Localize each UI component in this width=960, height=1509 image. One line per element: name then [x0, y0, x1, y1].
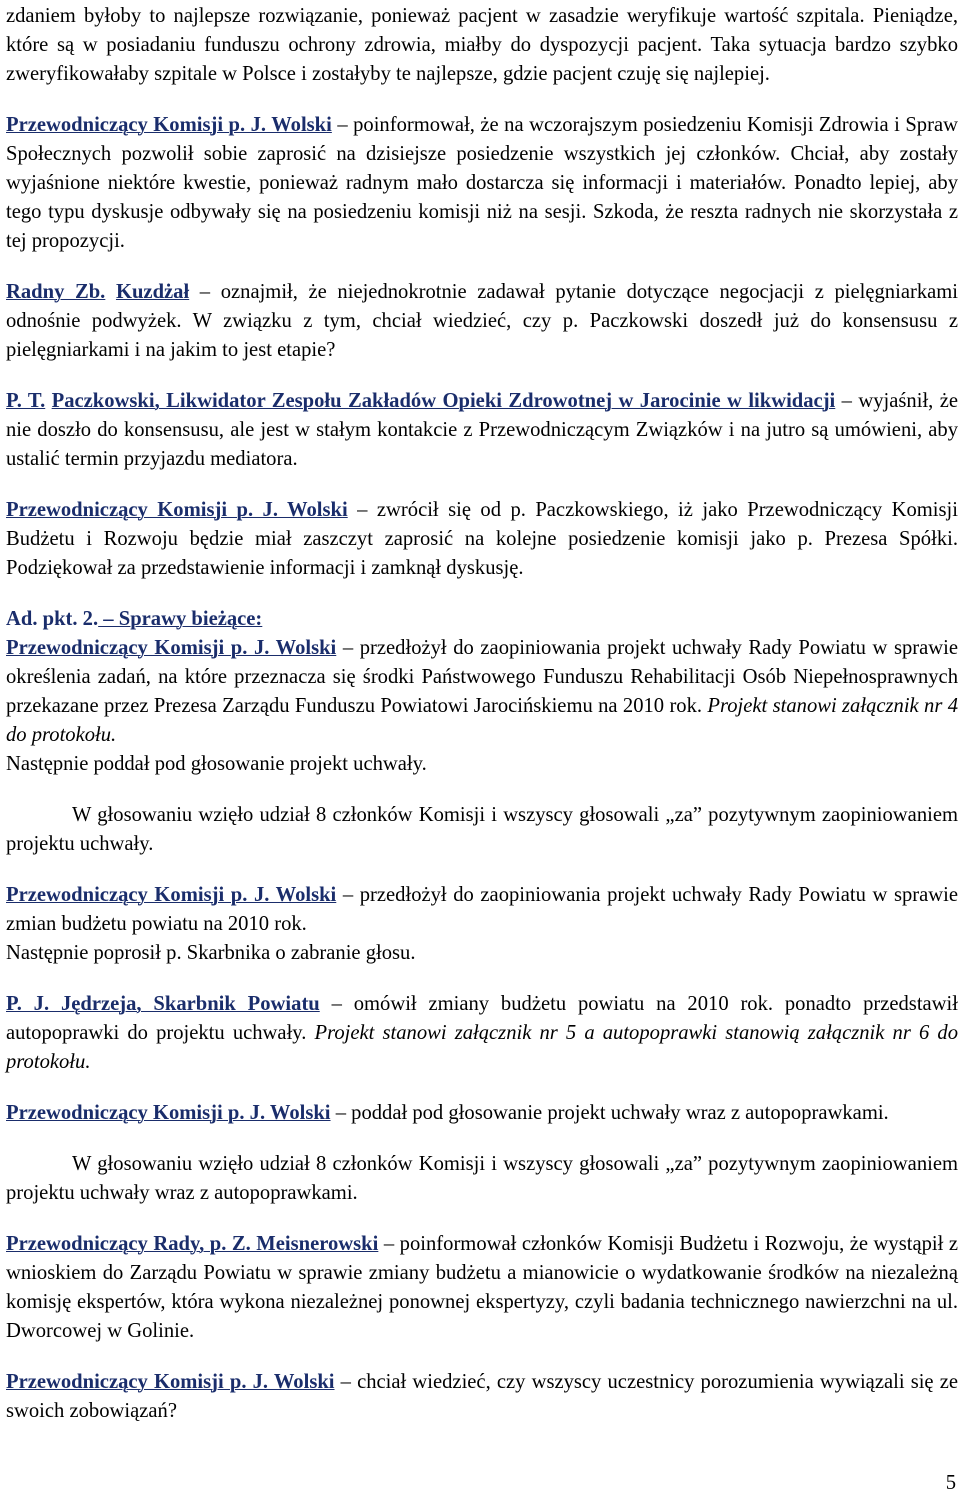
speaker-title: Paczkowski, Likwidator Zespołu Zakładów Opieki Zdrowotnej w Jarocinie w likwidacji — [51, 390, 836, 412]
attachment-note: Projekt stanowi załącznik nr 5 a autopoprawki stanowią załącznik nr 6 do protokołu. — [6, 1022, 958, 1073]
paragraph-meisnerowski — [6, 1230, 958, 1346]
paragraph-kuzdzal — [6, 278, 958, 365]
speaker-name: Przewodniczący Komisji p. J. Wolski — [6, 1102, 331, 1124]
document-page — [6, 2, 958, 1426]
paragraph-text: – przedłożył do zaopiniowania projekt uchwały Rady Powiatu w sprawie zmian budżetu powiatu na 2010 rok. — [6, 884, 958, 935]
paragraph-next: Następnie poddał pod głosowanie projekt uchwały. — [6, 753, 427, 775]
speaker-name: Przewodniczący Komisji p. J. Wolski — [6, 1371, 335, 1393]
speaker-name: Przewodniczący Komisji p. J. Wolski — [6, 637, 337, 659]
paragraph-text: – wyjaśnił, że nie doszło do konsensusu, ale jest w stałym kontakcie z Przewodniczącym Związków i na jutro są umówieni, aby ustalić termin przyjazdu mediatora. — [6, 390, 958, 470]
paragraph-wolski-1 — [6, 111, 958, 256]
paragraph-next: Następnie poprosił p. Skarbnika o zabranie głosu. — [6, 942, 416, 964]
page-number: 5 — [945, 1472, 956, 1494]
attachment-note: Projekt stanowi załącznik nr 4 do protokołu. — [6, 695, 958, 746]
paragraph-text: – poinformował, że na wczorajszym posiedzeniu Komisji Zdrowia i Spraw Społecznych pozwolił sobie zaprosić na dzisiejsze posiedzenie wszystkich jej członków. Chciał, aby zostały wyjaśnione niektóre kwestie, ponieważ radnym mało dostarcza się informacji i materiałów. Ponadto lepiej, aby tego typu dyskusje odbywały się na posiedzeniu komisji niż na sesji. Szkoda, że reszta radnych nie skorzystała z tej propozycji. — [6, 114, 958, 252]
paragraph-text: – zwrócił się od p. Paczkowskiego, iż jako Przewodniczący Komisji Budżetu i Rozwoju będzie miał zaszczyt zaprosić na kolejne posiedzenie komisji jako p. Prezesa Spółki. Podziękował za przedstawienie informacji i zamknął dyskusję. — [6, 499, 958, 579]
paragraph-wolski-3 — [6, 634, 958, 750]
speaker-name: P. T. — [6, 390, 46, 412]
paragraph-wolski-4 — [6, 881, 958, 939]
paragraph-text: – oznajmił, że niejednokrotnie zadawał pytanie dotyczące negocjacji z pielęgniarkami odnośnie podwyżek. W związku z tym, chciał wiedzieć, czy p. Paczkowski doszedł już do konsensusu z pielęgniarkami i na jakim to jest etapie? — [6, 281, 959, 361]
agenda-item-title: – Sprawy bieżące: — [98, 608, 263, 630]
speaker-surname: Kuzdżał — [115, 281, 190, 303]
speaker-name: Przewodniczący Komisji p. J. Wolski — [6, 114, 332, 136]
paragraph-paczkowski — [6, 387, 958, 474]
speaker-name: Przewodniczący Komisji p. J. Wolski — [6, 499, 348, 521]
paragraph-text: – przedłożył do zaopiniowania projekt uchwały Rady Powiatu w sprawie określenia zadań, na które przeznacza się środki Państwowego Funduszu Rehabilitacji Osób Niepełnosprawnych przekazane przez Prezesa Zarządu Funduszu Powiatowi Jarocińskiemu na 2010 rok. — [6, 637, 958, 717]
paragraph-text: – poinformował członków Komisji Budżetu i Rozwoju, że wystąpił z wnioskiem do Zarządu Powiatu w sprawie zmiany budżetu a mianowicie o wydatkowanie środków na niezależną komisję ekspertów, która wykona niezależnej ponownej ekspertyzy, czyli badania technicznego nawierzchni na ul. Dworcowej w Golinie. — [6, 1233, 959, 1342]
speaker-name: Radny Zb. — [6, 281, 106, 303]
vote-result-1: W głosowaniu wzięło udział 8 członków Komisji i wszyscy głosowali „za” pozytywnym zaopiniowaniem projektu uchwały. — [6, 804, 958, 855]
paragraph-opening: zdaniem byłoby to najlepsze rozwiązanie, ponieważ pacjent w zasadzie weryfikuje wartość szpitala. Pieniądze, które są w posiadaniu funduszu ochrony zdrowia, miałby do dyspozycji pacjent. Taka sytuacja bardzo szybko zweryfikowałaby szpitale w Polsce i zostałyby te najlepsze, gdzie pacjent czuję się najlepiej. — [6, 5, 958, 85]
speaker-name: P. J. Jędrzeja, Skarbnik Powiatu — [6, 993, 320, 1015]
speaker-name: Przewodniczący Komisji p. J. Wolski — [6, 884, 337, 906]
paragraph-text: – chciał wiedzieć, czy wszyscy uczestnicy porozumienia wywiązali się ze swoich zobowiązań? — [6, 1371, 958, 1422]
vote-result-2: W głosowaniu wzięło udział 8 członków Komisji i wszyscy głosowali „za” pozytywnym zaopiniowaniem projektu uchwały wraz z autopoprawkami. — [6, 1153, 958, 1204]
paragraph-wolski-2 — [6, 496, 958, 583]
speaker-name: Przewodniczący Rady, p. Z. Meisnerowski — [6, 1233, 379, 1255]
paragraph-wolski-6 — [6, 1368, 958, 1426]
paragraph-text: – omówił zmiany budżetu powiatu na 2010 rok. ponadto przedstawił autopoprawki do projektu uchwały. — [6, 993, 958, 1044]
paragraph-wolski-5 — [6, 1099, 958, 1128]
paragraph-jedrzeja — [6, 990, 958, 1077]
paragraph-text: – poddał pod głosowanie projekt uchwały wraz z autopoprawkami. — [330, 1102, 889, 1124]
agenda-item-label: Ad. pkt. 2. — [6, 608, 99, 630]
agenda-item-heading — [6, 605, 958, 634]
